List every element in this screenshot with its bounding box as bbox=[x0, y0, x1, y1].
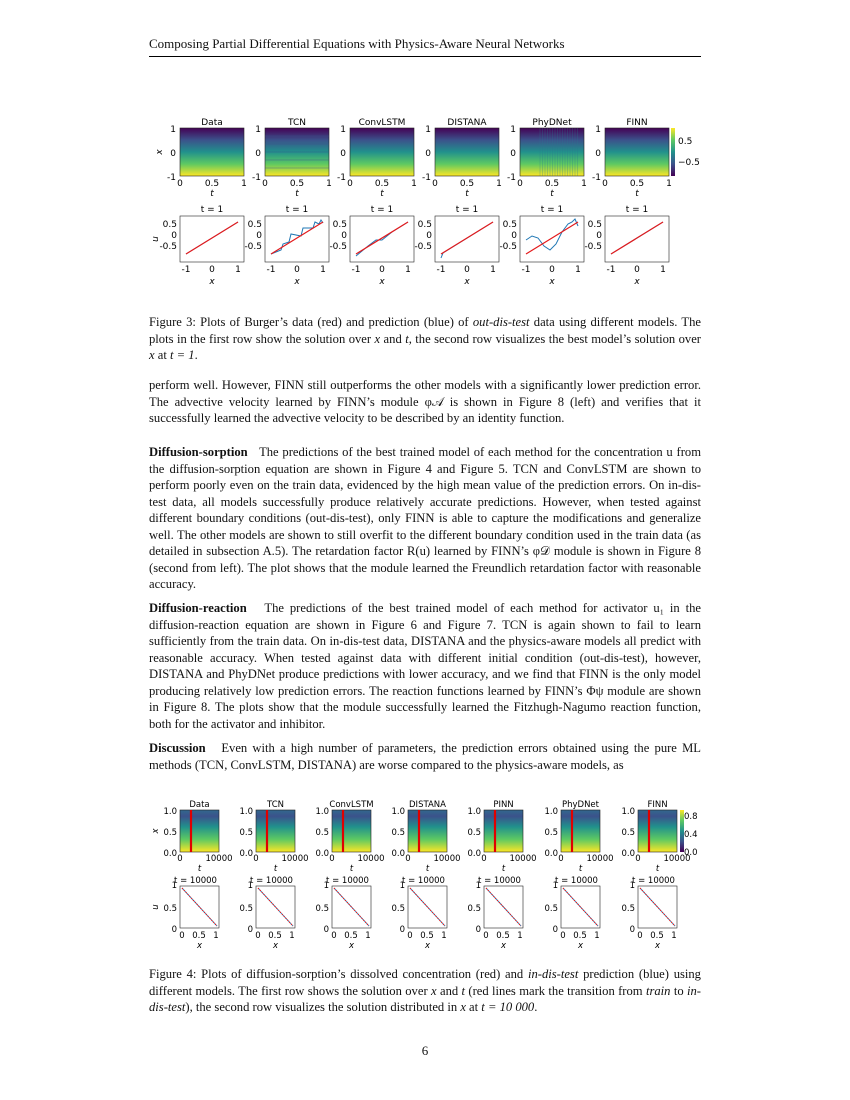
lineplot-ytick: 0 bbox=[341, 231, 347, 241]
heatmap-ytick: 0.0 bbox=[391, 849, 405, 859]
heatmap-xtick: 0.5 bbox=[544, 179, 560, 189]
lineplot-ytick: 0 bbox=[426, 231, 432, 241]
figure-4-caption: Figure 4: Plots of diffusion-sorption’s dissolved concentration (red) and in-dis-test prediction (blue) using different models. The first row shows the solution over x and t (red lines mark the transition from train to in-dis-test), the second row visualizes the solution distributed in x at t = 10 000. bbox=[149, 967, 701, 1014]
lineplot-xtick: 0 bbox=[209, 265, 215, 275]
heatmap-ytick: 0 bbox=[340, 149, 346, 159]
heatmap-xtick: 10000 bbox=[357, 854, 385, 864]
lineplot-xtick: 0.5 bbox=[268, 931, 282, 941]
heatmap-ytick: -1 bbox=[167, 173, 176, 183]
heatmap-ytick: 1 bbox=[170, 125, 176, 135]
lineplot-xtick: 1 bbox=[213, 931, 219, 941]
figure-4 bbox=[0, 795, 850, 960]
paragraph-diffusion-reaction: Diffusion-reaction The predictions of the best trained model of each method for activator u₁ in the diffusion-reaction equation are shown in Figure 6 and Figure 7. TCN is again shown to fail to learn sufficiently from the train data. On in-dis-test data, DISTANA and the physics-aware models all predict with reasonable accuracy. When tested against data with different initial condition (out-dis-test), however, DISTANA and PhyDNet produce predictions with lower accuracy, and we find that FINN is the only model producing relatively low prediction errors. The reaction functions learned by FINN’s Φψ module are shown in Figure 8. The plots show that the module successfully learned the Fitzhugh-Nagumo reaction function, both for the activator and inhibitor. bbox=[149, 601, 701, 731]
heatmap-xtick: 10000 bbox=[205, 854, 233, 864]
lineplot-xlabel: x bbox=[500, 941, 507, 951]
heatmap-xlabel: t bbox=[295, 189, 299, 199]
lineplot-xtick: 0 bbox=[179, 931, 185, 941]
heatmap-distana bbox=[408, 810, 447, 852]
lineplot-xlabel: x bbox=[294, 277, 300, 287]
lineplot-title: t = 10000 bbox=[632, 876, 675, 886]
lineplot-xlabel: x bbox=[634, 277, 640, 287]
heatmap-ytick: 0.0 bbox=[239, 849, 253, 859]
colorbar-tick: 0.8 bbox=[684, 812, 698, 822]
lineplot-ytick: -0.5 bbox=[499, 242, 517, 252]
lineplot-frame-phydnet bbox=[520, 216, 584, 262]
lineplot-ytick: 0.5 bbox=[239, 904, 253, 914]
lineplot-ytick: 1 bbox=[475, 881, 481, 891]
heatmap-ytick: -1 bbox=[507, 173, 516, 183]
lineplot-ytick: 0.5 bbox=[163, 904, 177, 914]
heatmap-ytick: 1.0 bbox=[621, 807, 635, 817]
heatmap-ytick: 0 bbox=[170, 149, 176, 159]
heatmap-xtick: 10000 bbox=[663, 854, 691, 864]
lineplot-ytick: 1 bbox=[399, 881, 405, 891]
lineplot-xtick: -1 bbox=[351, 265, 361, 275]
heatmap-ytick: 1 bbox=[595, 125, 601, 135]
colorbar-tick: 0.4 bbox=[684, 830, 698, 840]
colorbar-tick: −0.5 bbox=[678, 158, 700, 168]
lineplot-title: t = 10000 bbox=[174, 876, 217, 886]
heatmap-ylabel: x bbox=[151, 828, 161, 834]
lineplot-xtick: 1 bbox=[320, 265, 326, 275]
lineplot-xtick: -1 bbox=[436, 265, 446, 275]
heatmap-xtick: 0 bbox=[432, 179, 438, 189]
heatmap-xlabel: t bbox=[425, 864, 430, 874]
colorbar-tick: 0.0 bbox=[684, 848, 698, 858]
lineplot-xtick: -1 bbox=[606, 265, 616, 275]
lineplot-xtick: 0.5 bbox=[192, 931, 206, 941]
lineplot-ytick: 0 bbox=[475, 925, 481, 935]
heatmap-xlabel: t bbox=[197, 864, 202, 874]
panel-title-phydnet: PhyDNet bbox=[532, 118, 572, 128]
panel-title-data: Data bbox=[201, 118, 223, 128]
heatmap-xtick: 0.5 bbox=[289, 179, 305, 189]
lineplot-xtick: 1 bbox=[365, 931, 371, 941]
lineplot-title: t = 1 bbox=[625, 205, 649, 215]
lineplot-title: t = 10000 bbox=[326, 876, 369, 886]
heatmap-xtick: 0 bbox=[177, 854, 183, 864]
heatmap-xlabel: t bbox=[655, 864, 660, 874]
heatmap-ytick: 0.5 bbox=[239, 828, 253, 838]
lineplot-ytick: 0.5 bbox=[332, 220, 347, 230]
heatmap-ytick: 0.0 bbox=[621, 849, 635, 859]
heatmap-xlabel: t bbox=[465, 189, 469, 199]
lineplot-xtick: 1 bbox=[441, 931, 447, 941]
lineplot-ytick: 1 bbox=[552, 881, 558, 891]
lineplot-frame-convlstm bbox=[350, 216, 414, 262]
heatmap-ytick: 0 bbox=[595, 149, 601, 159]
lineplot-title: t = 1 bbox=[455, 205, 479, 215]
lineplot-xtick: 0.5 bbox=[650, 931, 664, 941]
figure-3-caption: Figure 3: Plots of Burger’s data (red) and prediction (blue) of out-dis-test data using different models. The plots in the first row show the solution over x and t, the second row visualizes the best model’s solution over x at t = 1. bbox=[149, 315, 701, 362]
lineplot-ytick: -0.5 bbox=[414, 242, 432, 252]
heatmap-ytick: 0.5 bbox=[544, 828, 558, 838]
heatmap-phydnet bbox=[561, 810, 600, 852]
lineplot-title: t = 1 bbox=[370, 205, 394, 215]
lineplot-xtick: 0 bbox=[634, 265, 640, 275]
lineplot-xlabel: x bbox=[464, 277, 470, 287]
heatmap-ytick: -1 bbox=[337, 173, 346, 183]
lineplot-frame-finn bbox=[605, 216, 669, 262]
lineplot-title: t = 10000 bbox=[402, 876, 445, 886]
heatmap-xtick: 0 bbox=[177, 179, 183, 189]
lineplot-ytick: 0.5 bbox=[502, 220, 517, 230]
lineplot-ytick: 0.5 bbox=[247, 220, 262, 230]
lineplot-ytick: 1 bbox=[323, 881, 329, 891]
heatmap-ytick: 1.0 bbox=[467, 807, 481, 817]
panel-title-distana: DISTANA bbox=[409, 800, 446, 810]
heatmap-xtick: 0 bbox=[602, 179, 608, 189]
heatmap-ytick: 1.0 bbox=[315, 807, 329, 817]
heatmap-ytick: 0.5 bbox=[391, 828, 405, 838]
heatmap-ytick: 0.5 bbox=[315, 828, 329, 838]
heatmap-ytick: 0 bbox=[510, 149, 516, 159]
heatmap-xtick: 1 bbox=[666, 179, 672, 189]
heatmap-xtick: 0 bbox=[558, 854, 564, 864]
lineplot-xtick: 0 bbox=[294, 265, 300, 275]
lineplot-ytick: 1 bbox=[171, 881, 177, 891]
colorbar-tick: 0.5 bbox=[678, 137, 693, 147]
lineplot-ytick: 0 bbox=[171, 231, 177, 241]
heatmap-ytick: 1.0 bbox=[163, 807, 177, 817]
lineplot-ytick: 0 bbox=[629, 925, 635, 935]
lineplot-title: t = 1 bbox=[200, 205, 224, 215]
lineplot-xtick: -1 bbox=[521, 265, 531, 275]
heatmap-xtick: 10000 bbox=[433, 854, 461, 864]
lineplot-xtick: 1 bbox=[594, 931, 600, 941]
lineplot-xtick: 0 bbox=[331, 931, 337, 941]
page-number: 6 bbox=[421, 1043, 429, 1058]
heatmap-ytick: -1 bbox=[252, 173, 261, 183]
panel-title-finn: FINN bbox=[647, 800, 668, 810]
lineplot-xtick: 1 bbox=[289, 931, 295, 941]
heatmap-ytick: 0.0 bbox=[467, 849, 481, 859]
lineplot-xtick: 1 bbox=[660, 265, 666, 275]
heatmap-xtick: 0 bbox=[253, 854, 259, 864]
heatmap-xtick: 0 bbox=[262, 179, 268, 189]
panel-title-data: Data bbox=[189, 800, 210, 810]
lineplot-title: t = 1 bbox=[540, 205, 564, 215]
lineplot-ytick: 0.5 bbox=[544, 904, 558, 914]
lineplot-ytick: 0 bbox=[399, 925, 405, 935]
heatmap-xtick: 1 bbox=[581, 179, 587, 189]
heatmap-ytick: 0.0 bbox=[163, 849, 177, 859]
heatmap-xtick: 1 bbox=[411, 179, 417, 189]
heatmap-ytick: -1 bbox=[422, 173, 431, 183]
lineplot-ytick: 1 bbox=[629, 881, 635, 891]
heatmap-ytick: 1 bbox=[425, 125, 431, 135]
heatmap-data bbox=[180, 810, 219, 852]
lineplot-xtick: 0 bbox=[255, 931, 261, 941]
heatmap-xtick: 1 bbox=[496, 179, 502, 189]
heatmap-xtick: 1 bbox=[241, 179, 247, 189]
lineplot-ytick: 1 bbox=[247, 881, 253, 891]
heatmap-xtick: 0 bbox=[635, 854, 641, 864]
heatmap-ytick: 0.5 bbox=[467, 828, 481, 838]
lineplot-xtick: 1 bbox=[405, 265, 411, 275]
lineplot-ytick: -0.5 bbox=[159, 242, 177, 252]
heatmap-finn bbox=[605, 128, 669, 176]
lineplot-xlabel: x bbox=[654, 941, 661, 951]
heatmap-ytick: 1.0 bbox=[544, 807, 558, 817]
heatmap-xtick: 0.5 bbox=[459, 179, 475, 189]
heatmap-xtick: 0.5 bbox=[374, 179, 390, 189]
lineplot-xlabel: x bbox=[196, 941, 203, 951]
lineplot-xlabel: x bbox=[272, 941, 279, 951]
lineplot-xlabel: x bbox=[577, 941, 584, 951]
lineplot-ytick: -0.5 bbox=[244, 242, 262, 252]
heatmap-ytick: 1 bbox=[255, 125, 261, 135]
lineplot-ytick: 0 bbox=[171, 925, 177, 935]
heatmap-xtick: 0 bbox=[329, 854, 335, 864]
lineplot-xtick: 0.5 bbox=[420, 931, 434, 941]
heatmap-phydnet bbox=[520, 128, 584, 176]
lineplot-ytick: 0 bbox=[596, 231, 602, 241]
lineplot-xtick: 0 bbox=[637, 931, 643, 941]
lineplot-title: t = 10000 bbox=[250, 876, 293, 886]
panel-title-distana: DISTANA bbox=[447, 118, 487, 128]
figure-3-svg bbox=[0, 0, 850, 300]
lineplot-xlabel: x bbox=[209, 277, 215, 287]
lineplot-xtick: 1 bbox=[517, 931, 523, 941]
heatmap-ytick: 0 bbox=[425, 149, 431, 159]
figure-3 bbox=[0, 0, 850, 305]
paragraph-advection: perform well. However, FINN still outperforms the other models with a significantly lower prediction error. The advective velocity learned by FINN’s module φ𝒜 is shown in Figure 8 (left) and verifies that it successfully learned the advective velocity to be described by an identity function. bbox=[149, 378, 701, 425]
heatmap-xtick: 0 bbox=[405, 854, 411, 864]
lineplot-xtick: -1 bbox=[266, 265, 276, 275]
lineplot-xlabel: x bbox=[424, 941, 431, 951]
lineplot-ylabel: u bbox=[151, 904, 161, 910]
heatmap-finn bbox=[638, 810, 677, 852]
lineplot-ytick: 0.5 bbox=[315, 904, 329, 914]
heatmap-xtick: 1 bbox=[326, 179, 332, 189]
lineplot-xtick: 0.5 bbox=[496, 931, 510, 941]
running-header: Composing Partial Differential Equations with Physics-Aware Neural Networks bbox=[149, 36, 701, 57]
lineplot-ytick: 0 bbox=[247, 925, 253, 935]
heatmap-ytick: 1 bbox=[510, 125, 516, 135]
lineplot-xtick: 1 bbox=[490, 265, 496, 275]
lineplot-title: t = 10000 bbox=[478, 876, 521, 886]
heatmap-ytick: -1 bbox=[592, 173, 601, 183]
heatmap-xtick: 0 bbox=[517, 179, 523, 189]
figure-4-svg bbox=[0, 795, 850, 955]
heatmap-ytick: 1.0 bbox=[391, 807, 405, 817]
lineplot-ytick: 0.5 bbox=[467, 904, 481, 914]
heatmap-tcn bbox=[256, 810, 295, 852]
heatmap-xtick: 10000 bbox=[281, 854, 309, 864]
lineplot-xtick: 1 bbox=[671, 931, 677, 941]
lineplot-ytick: 0 bbox=[256, 231, 262, 241]
lineplot-ylabel: u bbox=[151, 236, 161, 242]
lineplot-xtick: 0 bbox=[407, 931, 413, 941]
paragraph-diffusion-sorption: Diffusion-sorption The predictions of the best trained model of each method for the concentration u from the diffusion-sorption equation are shown in Figure 4 and Figure 5. TCN and ConvLSTM are shown to perform poorly even on the train data, evidenced by the high mean value of the prediction errors. On in-dis-test data, all models successfully produce relatively accurate predictions. However, when tested against different boundary conditions (out-dis-test), only FINN is able to capture the modifications and generalize well. The other models are shown to still overfit to the different boundary condition used in the train data (as detailed in subsection A.5). The retardation factor R(u) learned by FINN’s φ𝒟 module is shown in Figure 8 (second from left). The plot shows that the module learned the Freundlich retardation factor with reasonable accuracy. bbox=[149, 445, 702, 591]
heatmap-ytick: 1 bbox=[340, 125, 346, 135]
lineplot-xtick: 0.5 bbox=[344, 931, 358, 941]
heatmap-xtick: 0 bbox=[347, 179, 353, 189]
lineplot-ytick: -0.5 bbox=[329, 242, 347, 252]
lineplot-xtick: 0 bbox=[549, 265, 555, 275]
lineplot-xtick: 0 bbox=[379, 265, 385, 275]
heatmap-ytick: 0.0 bbox=[315, 849, 329, 859]
lineplot-xlabel: x bbox=[348, 941, 355, 951]
heatmap-xlabel: t bbox=[635, 189, 639, 199]
lineplot-xtick: 0 bbox=[464, 265, 470, 275]
panel-title-tcn: TCN bbox=[288, 118, 306, 128]
panel-title-finn: FINN bbox=[626, 118, 648, 128]
heatmap-data bbox=[180, 128, 244, 176]
lineplot-ytick: 0 bbox=[511, 231, 517, 241]
lineplot-ytick: 0 bbox=[552, 925, 558, 935]
heatmap-ytick: 0.5 bbox=[621, 828, 635, 838]
panel-title-tcn: TCN bbox=[267, 800, 284, 810]
lineplot-title: t = 10000 bbox=[555, 876, 598, 886]
heatmap-xlabel: t bbox=[380, 189, 384, 199]
lineplot-frame-data bbox=[180, 216, 244, 262]
lineplot-ytick: 0.5 bbox=[621, 904, 635, 914]
heatmap-xlabel: t bbox=[273, 864, 278, 874]
heatmap-ylabel: x bbox=[155, 149, 165, 155]
lineplot-xtick: 1 bbox=[575, 265, 581, 275]
lineplot-ytick: 0.5 bbox=[391, 904, 405, 914]
heatmap-xlabel: t bbox=[349, 864, 354, 874]
heatmap-xtick: 0.5 bbox=[204, 179, 220, 189]
lineplot-title: t = 1 bbox=[285, 205, 309, 215]
paragraph-discussion: Discussion Even with a high number of parameters, the prediction errors obtained using the pure ML methods (TCN, ConvLSTM, DISTANA) are worse compared to the physics-aware models, as bbox=[149, 741, 701, 772]
heatmap-xlabel: t bbox=[501, 864, 506, 874]
heatmap-xlabel: t bbox=[210, 189, 214, 199]
lineplot-xlabel: x bbox=[379, 277, 385, 287]
lineplot-xtick: 0 bbox=[483, 931, 489, 941]
panel-title-pinn: PINN bbox=[493, 800, 514, 810]
heatmap-convlstm bbox=[350, 128, 414, 176]
heatmap-pinn bbox=[484, 810, 523, 852]
lineplot-ytick: 0.5 bbox=[417, 220, 432, 230]
panel-title-convlstm: ConvLSTM bbox=[358, 118, 406, 128]
heatmap-xtick: 10000 bbox=[509, 854, 537, 864]
heatmap-xlabel: t bbox=[578, 864, 583, 874]
lineplot-ytick: 0 bbox=[323, 925, 329, 935]
heatmap-convlstm bbox=[332, 810, 371, 852]
heatmap-ytick: 1.0 bbox=[239, 807, 253, 817]
lineplot-frame-distana bbox=[435, 216, 499, 262]
panel-title-phydnet: PhyDNet bbox=[561, 800, 600, 810]
panel-title-convlstm: ConvLSTM bbox=[329, 800, 374, 810]
heatmap-xtick: 0.5 bbox=[629, 179, 645, 189]
heatmap-xtick: 10000 bbox=[586, 854, 614, 864]
heatmap-xtick: 0 bbox=[481, 854, 487, 864]
lineplot-xtick: 0.5 bbox=[573, 931, 587, 941]
lineplot-xlabel: x bbox=[549, 277, 555, 287]
lineplot-ytick: 0.5 bbox=[587, 220, 602, 230]
lineplot-ytick: -0.5 bbox=[584, 242, 602, 252]
colorbar bbox=[671, 128, 675, 176]
heatmap-ytick: 0.5 bbox=[163, 828, 177, 838]
heatmap-ytick: 0.0 bbox=[544, 849, 558, 859]
heatmap-distana bbox=[435, 128, 499, 176]
lineplot-xtick: 0 bbox=[560, 931, 566, 941]
lineplot-ytick: 0.5 bbox=[162, 220, 177, 230]
heatmap-xlabel: t bbox=[550, 189, 554, 199]
lineplot-xtick: -1 bbox=[181, 265, 191, 275]
heatmap-ytick: 0 bbox=[255, 149, 261, 159]
lineplot-xtick: 1 bbox=[235, 265, 241, 275]
